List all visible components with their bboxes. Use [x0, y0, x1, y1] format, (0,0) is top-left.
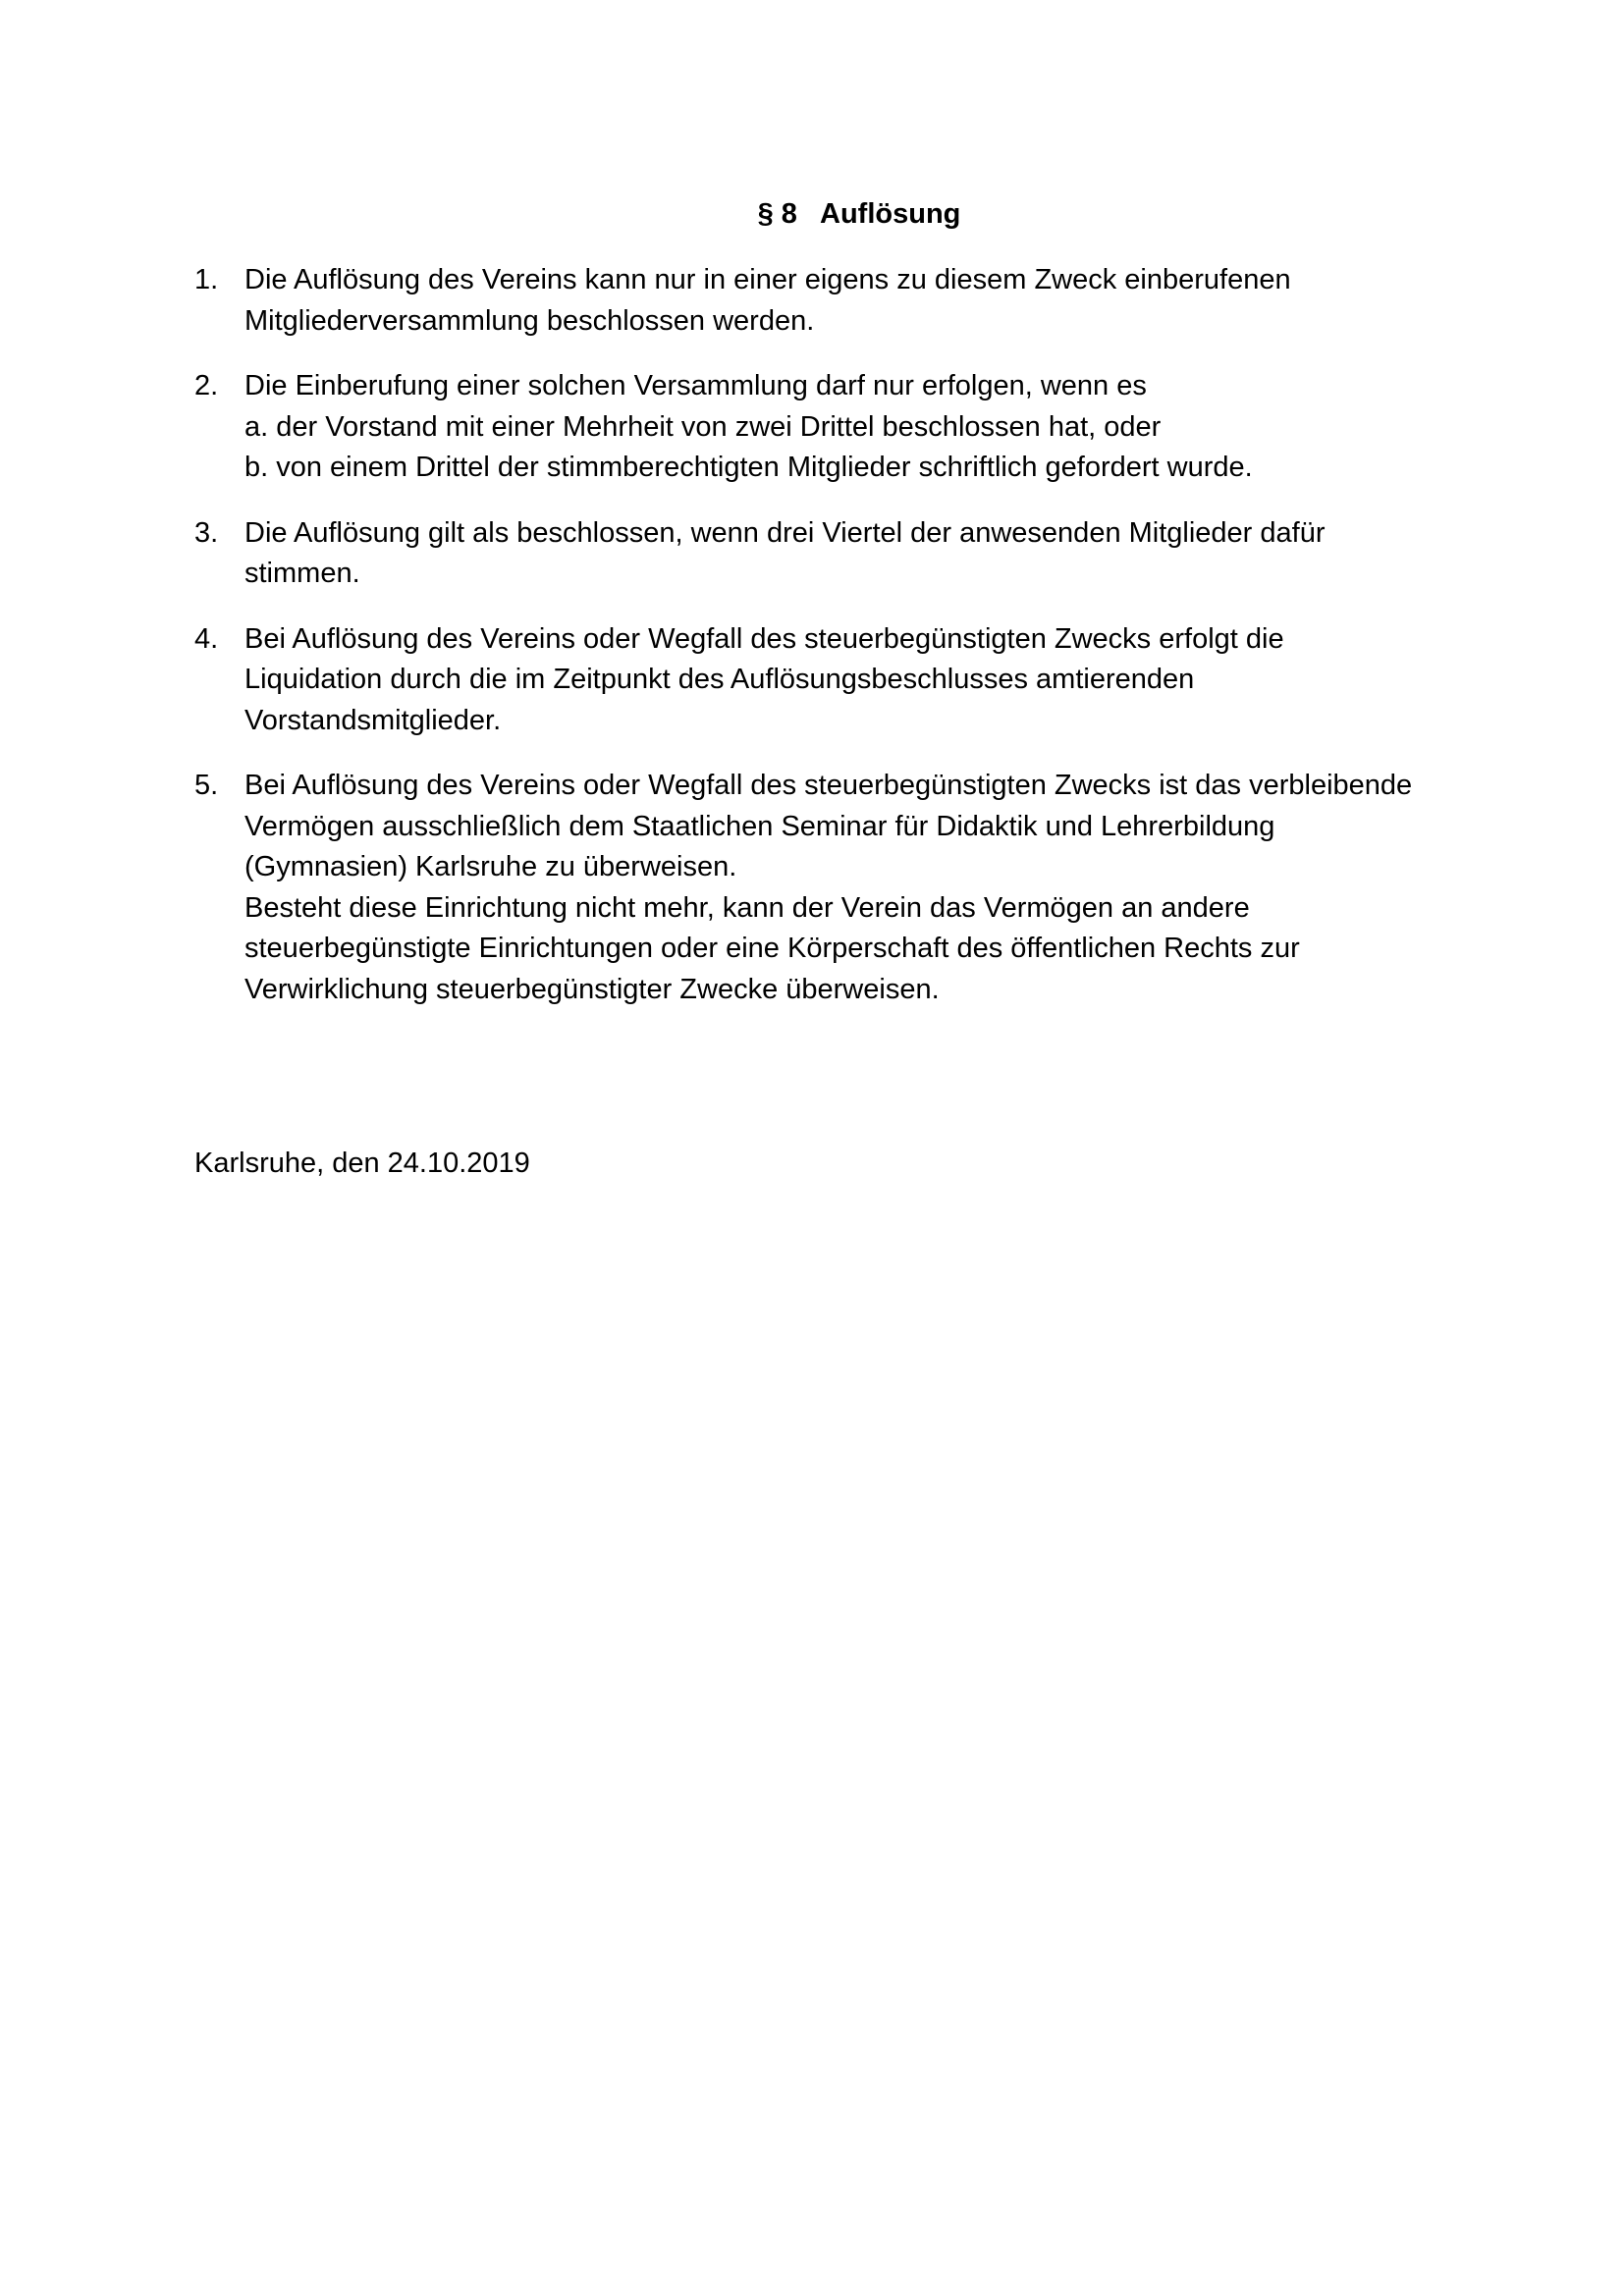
item-line: Vermögen ausschließlich dem Staatlichen Seminar für Didaktik und Lehrerbildung [244, 810, 1275, 842]
item-line: b. von einem Drittel der stimmberechtigten Mitglieder schriftlich gefordert wurde. [244, 452, 1253, 483]
item-line: Bei Auflösung des Vereins oder Wegfall des steuerbegünstigten Zwecks erfolgt die [244, 622, 1284, 655]
article-list [194, 260, 1549, 1035]
item-number: 4. [194, 622, 219, 655]
list-item [194, 260, 1549, 342]
item-number: 2. [194, 370, 219, 401]
list-item [194, 766, 1549, 1010]
item-number: 1. [194, 264, 219, 295]
item-line: Verwirklichung steuerbegünstigter Zwecke überweisen. [244, 973, 940, 1005]
item-line: Die Auflösung gilt als beschlossen, wenn drei Viertel der anwesenden Mitglieder dafür [244, 516, 1326, 549]
list-item [194, 513, 1549, 595]
item-number: 5. [194, 770, 219, 801]
item-number: 3. [194, 516, 219, 549]
list-item [194, 366, 1549, 489]
item-line: Die Auflösung des Vereins kann nur in einer eigens zu diesem Zweck einberufenen [244, 264, 1291, 295]
list-item [194, 619, 1549, 742]
item-line: Bei Auflösung des Vereins oder Wegfall des steuerbegünstigten Zwecks ist das verbleibende [244, 770, 1413, 801]
item-line: (Gymnasien) Karlsruhe zu überweisen. [244, 851, 737, 882]
item-line: stimmen. [244, 558, 360, 589]
item-line: Vorstandsmitglieder. [244, 704, 502, 736]
item-line: steuerbegünstigte Einrichtungen oder eine Körperschaft des öffentlichen Rechts zur [244, 933, 1300, 964]
item-line: Mitgliederversammlung beschlossen werden. [244, 304, 815, 337]
item-line: Besteht diese Einrichtung nicht mehr, kann der Verein das Vermögen an andere [244, 891, 1250, 924]
item-line: Die Einberufung einer solchen Versammlung darf nur erfolgen, wenn es [244, 370, 1147, 401]
section-heading: § 8 Auflösung [757, 198, 961, 230]
place-date: Karlsruhe, den 24.10.2019 [194, 1148, 530, 1179]
item-line: Liquidation durch die im Zeitpunkt des Auflösungsbeschlusses amtierenden [244, 664, 1195, 695]
item-line: a. der Vorstand mit einer Mehrheit von zwei Drittel beschlossen hat, oder [244, 410, 1162, 443]
